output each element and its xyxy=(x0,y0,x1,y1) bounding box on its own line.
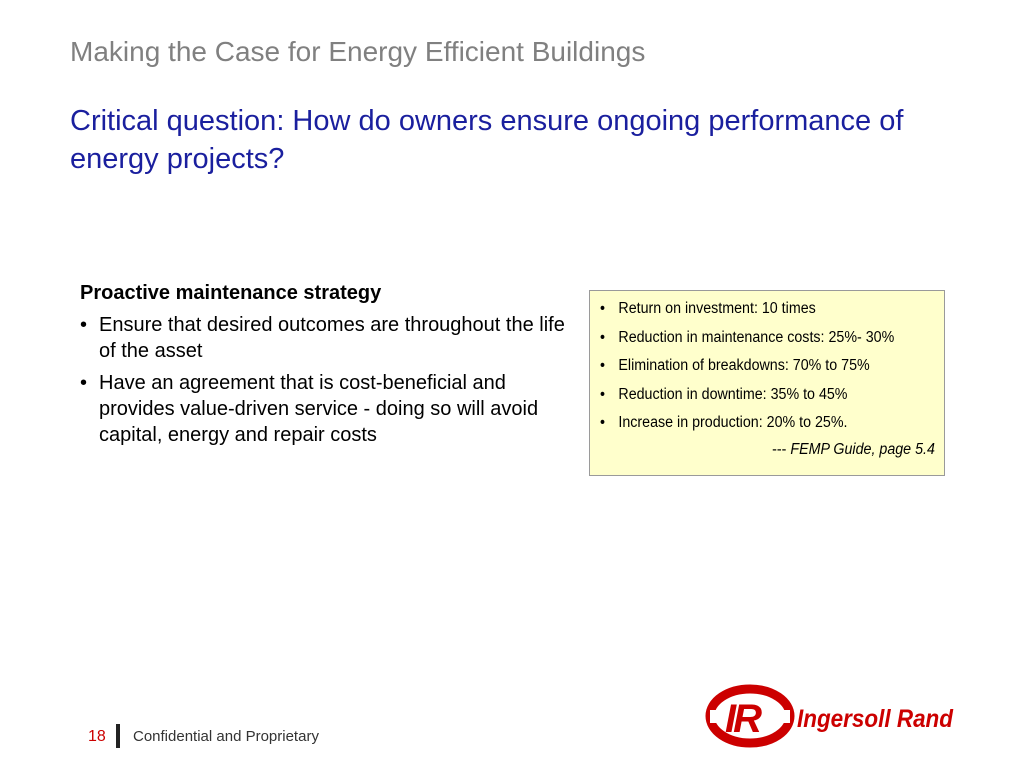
bullet-icon: • xyxy=(600,385,606,403)
bullet-icon: • xyxy=(80,372,88,394)
benefit-text: Reduction in maintenance costs: 25%- 30% xyxy=(618,328,895,346)
list-item-text: Ensure that desired outcomes are throughout the life of the asset xyxy=(99,314,565,362)
bullet-icon: • xyxy=(600,414,606,431)
ingersoll-rand-logo xyxy=(705,680,958,758)
benefits-callout-box xyxy=(589,290,945,476)
benefits-list xyxy=(600,299,940,442)
benefit-text: Increase in production: 20% to 25%. xyxy=(618,414,848,431)
list-item xyxy=(600,413,913,442)
list-item xyxy=(80,370,580,448)
list-item xyxy=(600,299,913,328)
benefit-text: Elimination of breakdowns: 70% to 75% xyxy=(618,357,870,374)
list-item-text: Have an agreement that is cost-beneficial and provides value-driven service - doing so will avoid capital, energy and repair costs xyxy=(99,372,539,446)
left-content xyxy=(80,280,580,454)
page-number: 18 xyxy=(88,728,106,745)
slide-title: Making the Case for Energy Efficient Buildings xyxy=(70,36,646,67)
source-citation xyxy=(772,441,935,459)
strategy-list xyxy=(80,312,580,448)
bullet-icon: • xyxy=(600,328,606,346)
logo-brand-text: Ingersoll Rand xyxy=(797,705,954,733)
strategy-heading: Proactive maintenance strategy xyxy=(80,282,382,304)
bullet-icon: • xyxy=(600,300,606,317)
logo-mark-text: IR xyxy=(725,697,759,741)
source-prefix: --- xyxy=(772,441,791,458)
list-item xyxy=(600,356,913,385)
benefit-text: Return on investment: 10 times xyxy=(618,300,816,317)
slide-subtitle: Critical question: How do owners ensure ongoing performance of energy projects? xyxy=(70,105,904,175)
bullet-icon: • xyxy=(80,314,88,336)
source-text: FEMP Guide, page 5.4 xyxy=(790,441,935,458)
bullet-icon: • xyxy=(600,357,606,374)
list-item xyxy=(600,385,913,414)
list-item xyxy=(600,328,913,357)
benefit-text: Reduction in downtime: 35% to 45% xyxy=(618,385,848,403)
footer-label: Confidential and Proprietary xyxy=(133,728,319,745)
list-item xyxy=(80,312,580,364)
footer-divider xyxy=(116,724,120,748)
